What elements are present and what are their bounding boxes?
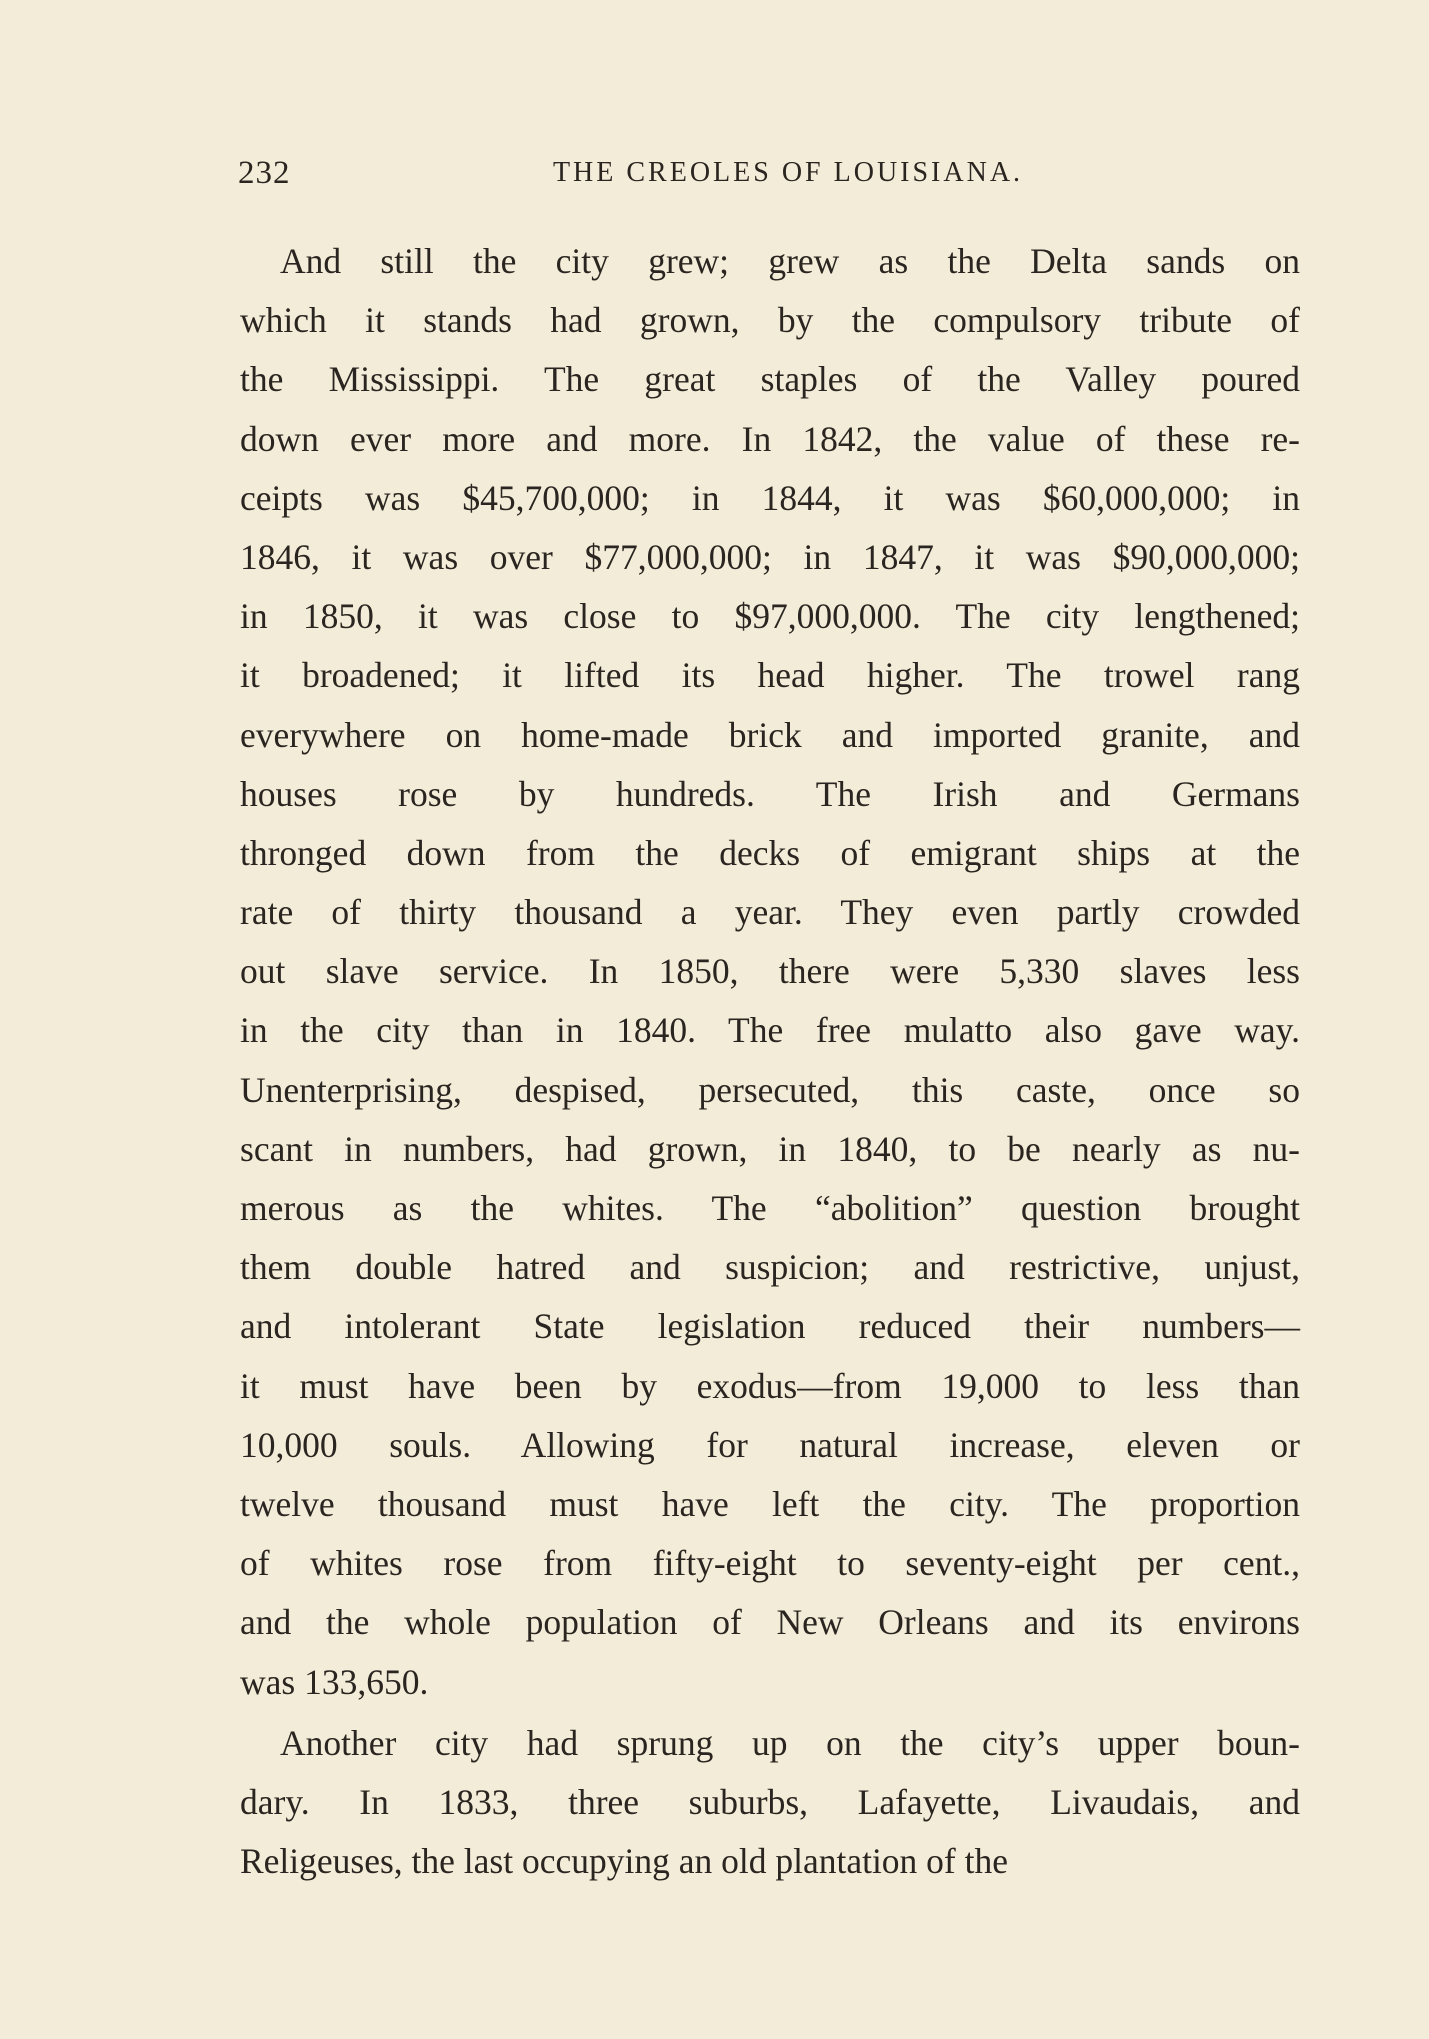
text-line: down ever more and more. In 1842, the value of these re- (240, 418, 1300, 459)
text-line: Religeuses, the last occupying an old plantation of the (240, 1841, 1008, 1882)
text-line: 10,000 souls. Allowing for natural increase, eleven or (240, 1424, 1300, 1465)
text-line: the Mississippi. The great staples of the Valley poured (240, 359, 1300, 400)
text-line: thronged down from the decks of emigrant ships at the (240, 832, 1300, 873)
running-head (238, 155, 1298, 199)
text-line: merous as the whites. The “abolition” question brought (240, 1188, 1300, 1228)
text-line: ceipts was $45,700,000; in 1844, it was $60,000,000; in (240, 477, 1300, 518)
text-line: and the whole population of New Orleans and its environs (240, 1602, 1300, 1643)
text-line: was 133,650. (240, 1661, 429, 1702)
text-line: in the city than in 1840. The free mulatto also gave way. (240, 1010, 1300, 1051)
text-line: rate of thirty thousand a year. They even partly crowded (240, 892, 1300, 933)
text-line: which it stands had grown, by the compulsory tribute of (240, 300, 1300, 341)
text-line: it must have been by exodus—from 19,000 to less than (240, 1365, 1300, 1406)
text-line: 1846, it was over $77,000,000; in 1847, it was $90,000,000; (240, 536, 1300, 577)
text-line: And still the city grew; grew as the Delta sands on (280, 241, 1300, 281)
text-line: Another city had sprung up on the city’s upper boun- (280, 1722, 1300, 1763)
text-line: twelve thousand must have left the city. The proportion (240, 1483, 1300, 1524)
running-title: THE CREOLES OF LOUISIANA. (552, 157, 1024, 188)
text-line: them double hatred and suspicion; and restrictive, unjust, (240, 1247, 1300, 1288)
paragraph (240, 1714, 1300, 1892)
text-line: out slave service. In 1850, there were 5,330 slaves less (240, 951, 1300, 992)
text-line: everywhere on home-made brick and imported granite, and (240, 714, 1300, 755)
text-line: in 1850, it was close to $97,000,000. The city lengthened; (240, 596, 1300, 637)
page-number: 232 (238, 155, 291, 191)
text-line: scant in numbers, had grown, in 1840, to be nearly as nu- (240, 1128, 1300, 1169)
text-line: Unenterprising, despised, persecuted, this caste, once so (240, 1069, 1300, 1110)
paragraph (240, 232, 1300, 1712)
text-line: and intolerant State legislation reduced their numbers— (240, 1306, 1300, 1347)
text-line: of whites rose from fifty-eight to seventy-eight per cent., (240, 1543, 1300, 1584)
body-text (240, 232, 1300, 1891)
text-line: houses rose by hundreds. The Irish and Germans (240, 773, 1300, 814)
text-line: it broadened; it lifted its head higher. The trowel rang (240, 655, 1300, 696)
text-line: dary. In 1833, three suburbs, Lafayette, Livaudais, and (240, 1781, 1300, 1822)
